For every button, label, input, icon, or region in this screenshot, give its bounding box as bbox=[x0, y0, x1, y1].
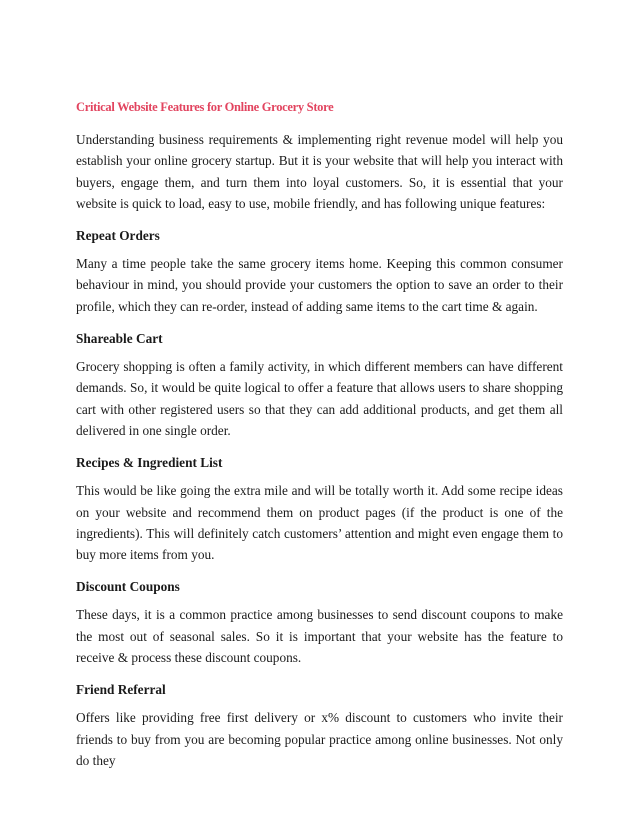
heading-friend-referral: Friend Referral bbox=[76, 682, 166, 698]
paragraph-repeat-orders: Many a time people take the same grocery items home. Keeping this common consumer behaviour in mind, you should provide your customers the option to save an order to their profile, which they can re-order, instead of adding same items to the cart time & again. bbox=[76, 256, 563, 314]
heading-shareable-cart: Shareable Cart bbox=[76, 331, 163, 347]
paragraph-recipes-ingredient-list: This would be like going the extra mile and will be totally worth it. Add some recipe ideas on your website and recommend them on product pages (if the product is one of the ingredients). This will definitely catch customers’ attention and might even engage them to buy more items from you. bbox=[76, 483, 563, 563]
document-page bbox=[76, 98, 563, 771]
heading-repeat-orders: Repeat Orders bbox=[76, 228, 160, 244]
heading-recipes-ingredient-list: Recipes & Ingredient List bbox=[76, 455, 223, 471]
paragraph-friend-referral: Offers like providing free first delivery or x% discount to customers who invite their friends to buy from you are becoming popular practice among online businesses. Not only do they bbox=[76, 710, 563, 768]
heading-discount-coupons: Discount Coupons bbox=[76, 579, 180, 595]
document-title: Critical Website Features for Online Grocery Store bbox=[76, 100, 334, 114]
paragraph-shareable-cart: Grocery shopping is often a family activity, in which different members can have different demands. So, it would be quite logical to offer a feature that allows users to share shopping cart with other registered users so that they can add additional products, and get them all delivered in one single order. bbox=[76, 359, 563, 438]
paragraph-discount-coupons: These days, it is a common practice among businesses to send discount coupons to make the most out of seasonal sales. So it is important that your website has the feature to receive & process these discount coupons. bbox=[76, 607, 563, 666]
intro-paragraph: Understanding business requirements & implementing right revenue model will help you establish your online grocery startup. But it is your website that will help you interact with buyers, engage them, and turn them into loyal customers. So, it is essential that your website is quick to load, easy to use, mobile friendly, and has following unique features: bbox=[76, 132, 563, 211]
